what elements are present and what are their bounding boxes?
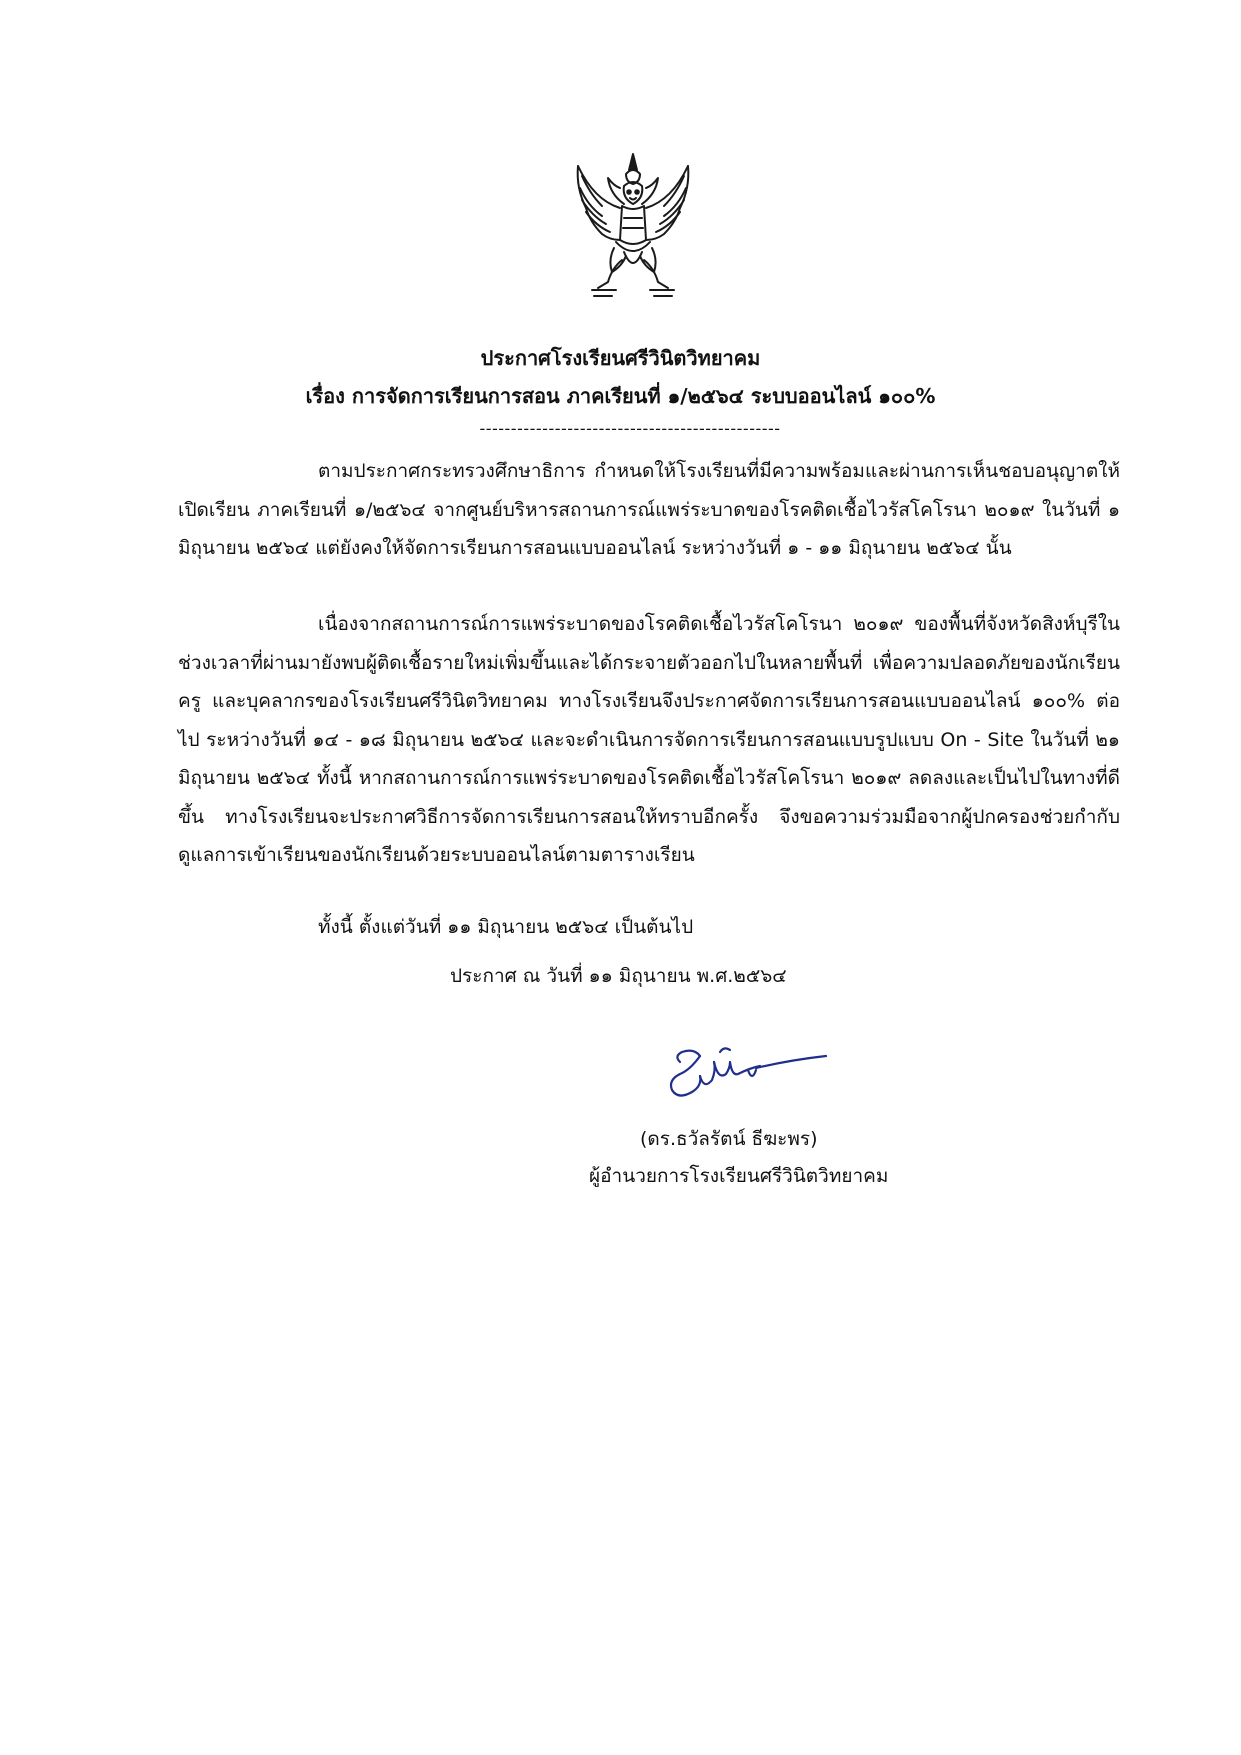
effective-date-line: ทั้งนี้ ตั้งแต่วันที่ ๑๑ มิถุนายน ๒๕๖๔ เป็นต้นไป (318, 916, 694, 938)
header-divider: ------------------------------------------------ (479, 419, 781, 438)
body-paragraph-2-text: เนื่องจากสถานการณ์การแพร่ระบาดของโรคติดเชื้อไวรัสโคโรนา ๒๐๑๙ ของพื้นที่จังหวัดสิงห์บุรีในช่วงเวลาที่ผ่านมายังพบผู้ติดเชื้อรายใหม่เพิ่มขึ้นและได้กระจายตัวออกไปในหลายพื้นที่ เพื่อความปลอดภัยของนักเรียน ครู และบุคลากรของโรงเรียนศรีวินิตวิทยาคม ทางโรงเรียนจึงประกาศจัดการเรียนการสอนแบบออนไลน์ ๑๐๐% ต่อไป ระหว่างวันที่ ๑๔ - ๑๘ มิถุนายน ๒๕๖๔ และจะดำเนินการจัดการเรียนการสอนแบบรูปแบบ On - Site ในวันที่ ๒๑ มิถุนายน ๒๕๖๔ ทั้งนี้ หากสถานการณ์การแพร่ระบาดของโรคติดเชื้อไวรัสโคโรนา ๒๐๑๙ ลดลงและเป็นไปในทางที่ดีขึ้น ทางโรงเรียนจะประกาศวิธีการจัดการเรียนการสอนให้ทราบอีกครั้ง จึงขอความร่วมมือจากผู้ปกครองช่วยกำกับดูแลการเข้าเรียนของนักเรียนด้วยระบบออนไลน์ตามตารางเรียน (178, 613, 1120, 866)
announcement-date: ประกาศ ณ วันที่ ๑๑ มิถุนายน พ.ศ.๒๕๖๔ (450, 965, 787, 987)
body-paragraph-1-text: ตามประกาศกระทรวงศึกษาธิการ กำหนดให้โรงเรียนที่มีความพร้อมและผ่านการเห็นชอบอนุญาตให้เปิดเรียน ภาคเรียนที่ ๑/๒๕๖๔ จากศูนย์บริหารสถานการณ์แพร่ระบาดของโรคติดเชื้อไวรัสโคโรนา ๒๐๑๙ ในวันที่ ๑ มิถุนายน ๒๕๖๔ แต่ยังคงให้จัดการเรียนการสอนแบบออนไลน์ ระหว่างวันที่ ๑ - ๑๑ มิถุนายน ๒๕๖๔ นั้น (178, 460, 1120, 559)
announcement-title: ประกาศโรงเรียนศรีวินิตวิทยาคม (480, 346, 761, 370)
signer-name: (ดร.ธวัลรัตน์ ธีฆะพร) (640, 1128, 818, 1150)
signer-position: ผู้อำนวยการโรงเรียนศรีวินิตวิทยาคม (589, 1165, 889, 1187)
garuda-emblem-icon (568, 148, 698, 304)
announcement-subject: เรื่อง การจัดการเรียนการสอน ภาคเรียนที่ ๑/๒๕๖๔ ระบบออนไลน์ ๑๐๐% (305, 384, 936, 408)
body-paragraph-1 (178, 452, 1120, 568)
handwritten-signature (660, 1040, 830, 1110)
body-paragraph-2 (178, 605, 1120, 875)
